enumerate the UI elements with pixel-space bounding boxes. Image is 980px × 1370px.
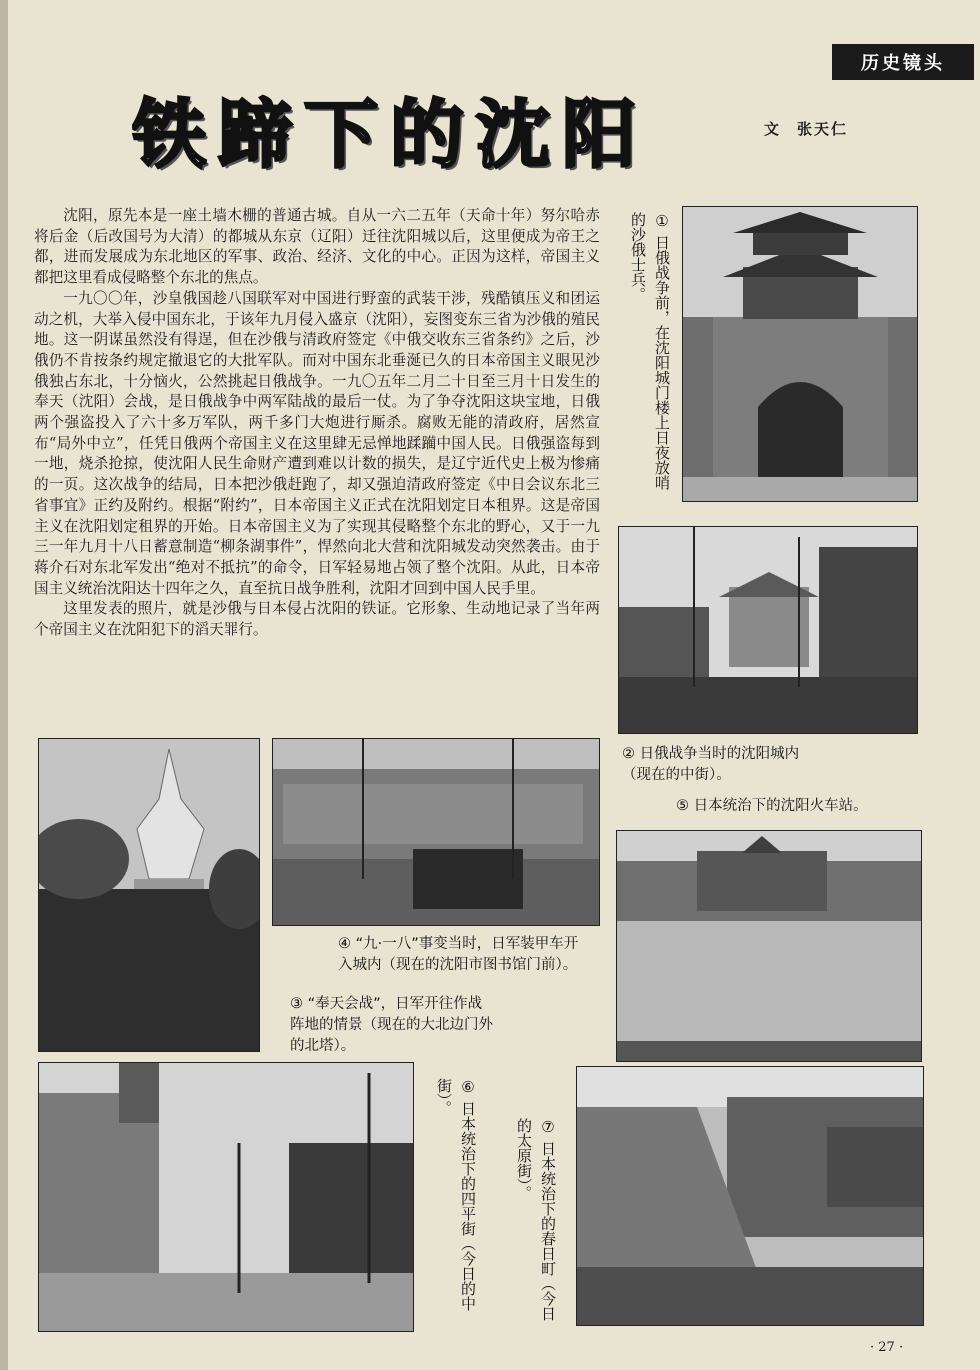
photo-old-street — [618, 526, 918, 734]
paragraph: 这里发表的照片，就是沙俄与日本侵占沈阳的铁证。它形象、生动地记录了当年两个帝国主义在沈阳犯下的滔天罪行。 — [34, 600, 600, 639]
article-title: 铁蹄下的沈阳 — [132, 92, 648, 178]
caption-7: ⑦ 日本统治下的春日町（今日的太原街）。 — [515, 1118, 557, 1321]
caption-4: ④ “九·一八”事变当时，日军装甲车开入城内（现在的沈阳市图书馆门前）。 — [338, 936, 579, 973]
photo-armored-car — [272, 738, 600, 926]
caption-6: ⑥ 日本统治下的四平街（今日的中街）。 — [435, 1078, 477, 1311]
binding-edge — [0, 0, 8, 1370]
photo-city-gate — [682, 206, 918, 502]
article-body — [34, 206, 600, 641]
paragraph: 沈阳，原先本是一座土墙木栅的普通古城。自从一六二五年（天命十年）努尔哈赤将后金（后改国号为大清）的都城从东京（辽阳）迁往沈阳城以后，这里便成为帝王之都，进而发展成为东北地区的军事、政治、经济、文化的中心。正因为这样，帝国主义都把这里看成侵略整个东北的焦点。 — [34, 207, 600, 287]
page-number: · 27 · — [870, 1340, 904, 1355]
photo-railway-station — [616, 830, 922, 1062]
caption-5: ⑤ 日本统治下的沈阳火车站。 — [676, 798, 868, 814]
photo-chunri-street — [576, 1066, 924, 1326]
caption-3: ③ “奉天会战”，日军开往作战阵地的情景（现在的大北边门外的北塔）。 — [290, 996, 493, 1054]
paragraph: 一九〇〇年，沙皇俄国趁八国联军对中国进行野蛮的武装干涉，残酷镇压义和团运动之机，大举入侵中国东北，于该年九月侵入盛京（沈阳），妄图变东三省为沙俄的殖民地。这一阴谋虽然没有得逞，但在沙俄与清政府签定《中俄交收东三省条约》之后，沙俄仍不肯按条约规定撤退它的大批军队。而对中国东北垂涎已久的日本帝国主义眼见沙俄独占东北，十分恼火，公然挑起日俄战争。一九〇五年二月二十日至三月十日发生的奉天（沈阳）会战，是日俄战争中两军陆战的最后一仗。为了争夺沈阳这块宝地，日俄两个强盗投入了六十多万军队，两千多门大炮进行厮杀。腐败无能的清政府，居然宣布“局外中立”，任凭日俄两个帝国主义在这里肆无忌惮地蹂躏中国人民。日俄强盗每到一地，烧杀抢掠，使沈阳人民生命财产遭到难以计数的损失，是辽宁近代史上极为惨痛的一页。这次战争的结局，日本把沙俄赶跑了，却又强迫清政府签定《中日会议东北三省事宜》正约及附约。根据“附约”，日本帝国主义正式在沈阳划定日本租界。这是帝国主义在沈阳划定租界的开始。日本帝国主义为了实现其侵略整个东北的野心，又于一九三一年九月十八日蓄意制造“柳条湖事件”，悍然向北大营和沈阳城发动突然袭击。由于蒋介石对东北军发出“绝对不抵抗”的命令，日军轻易地占领了整个沈阳。从此，日本帝国主义统治沈阳达十四年之久，直至抗日战争胜利，沈阳才回到中国人民手里。 — [34, 289, 600, 597]
caption-1: ① 日俄战争前，在沈阳城门楼上日夜放哨的沙俄士兵。 — [629, 212, 671, 490]
section-tag: 历史镜头 — [832, 44, 974, 80]
photo-pagoda-battle — [38, 738, 260, 1052]
byline-prefix: 文 — [764, 120, 782, 138]
photo-siping-street — [38, 1062, 414, 1332]
caption-2: ② 日俄战争当时的沈阳城内（现在的中街）。 — [622, 746, 800, 783]
byline — [764, 118, 848, 139]
author-name: 张天仁 — [797, 120, 849, 138]
